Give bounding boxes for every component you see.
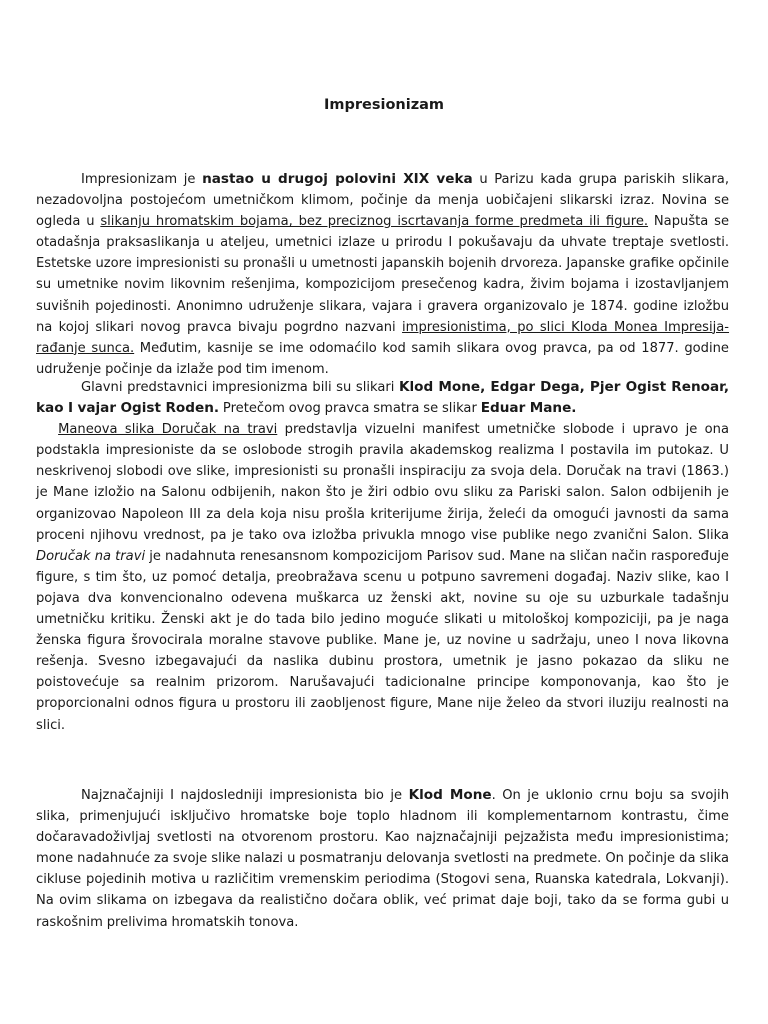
text-run: predstavlja vizuelni manifest umetničke slobode i upravo je ona podstakla impresioniste da se oslobode strogih pravila akademskog realizma I postavila im putokaz. U neskrivenoj slobodi ove slike, impresionisti su pronašli inspiraciju za svoja dela. Doručak na travi (1863.) je Mane izložio na Salonu odbijenih, nakon što je žiri odbio ovu sliku za Pariski salon. Salon odbijenih je organizovao Napoleon III za dela koja nisu prošla kriterijume žirija, želeći da omogući javnosti da sama proceni njihovu vrednost, pa je tako ova izložba privukla mnogo vise publike nego zvanični Salon. Slika (36, 422, 729, 543)
italic-text: Doručak na travi (36, 548, 146, 564)
text-run: Impresionizam je (81, 172, 203, 187)
bold-text: nastao u drugoj polovini XIX veka (202, 171, 473, 187)
bold-text: Klod Mone (408, 787, 492, 803)
text-run: Pretečom ovog pravca smatra se slikar (219, 401, 481, 417)
bold-text: Eduar Mane. (480, 400, 577, 417)
text-run: u Parizu kada grupa pariskih slikara, nezadovoljna postojećom umetničkom klimom, počinje da menja uobičajeni slikarski izraz. Novina se ogleda u (36, 172, 729, 230)
text-run: Napušta se otadašnja praksaslikanja u ateljeu, umetnici izlaze u prirodu I pokušavaju da uhvate treptaje svetlosti. Estetske uzore impresionisti su pronašli u umetnosti japanskih bojenih drvoreza. Japanske grafike opčinile su umetnike novim likovnim rešenjima, kompozicijom presečenog kadra, živim bojama i izostavljanjem suvišnih pojedinosti. Anonimno udruženje slikara, vajara i gravera organizovalo je 1874. godine izložbu na kojoj slikari novog pravca bivaju pogrdno nazvani (36, 214, 730, 335)
paragraph-representatives (36, 377, 729, 736)
bold-text: Klod Mone, Edgar Dega, Pjer Ogist Renoar, kao I vajar Ogist Roden. (36, 379, 730, 417)
paragraph-monet (36, 785, 729, 933)
underlined-text: slikanju hromatskim bojama, bez preciznog iscrtavanja forme predmeta ili figure. (100, 214, 649, 230)
underlined-text: Maneova slika Doručak na travi (58, 422, 278, 438)
underlined-text: impresionistima, po slici Kloda Monea Impresija- rađanje sunca. (36, 319, 730, 356)
text-run: Najznačajniji I najdosledniji impresionista bio je (81, 788, 409, 803)
paragraph-intro (36, 169, 729, 380)
text-run: Međutim, kasnije se ime odomaćilo kod samih slikara ovog pravca, pa od 1877. godine udruženje počinje da izlaže pod tim imenom. (36, 340, 729, 377)
text-run: je nadahnuta renesansnom kompozicijom Parisov sud. Mane na sličan način raspoređuje figure, s tim što, uz pomoć detalja, preobražava scenu u potpuno savremeni događaj. Naziv slike, kao I pojava dva konvencionalno odevena muškarca uz ženski akt, novine su oje su uzburkale tadašnju umetničku kritiku. Ženski akt je do tada bilo jedino moguće slikati u mitološkoj kompoziciji, pa je naga ženska figura šrovocirala moralne stavove publike. Mane je, uz novine u sadržaju, uneo I nova likovna rešenja. Svesno izbegavajući da naslika dubinu prostora, umetnik je jasno pokazao da sliku ne poistovećuje sa realnim prizorom. Narušavajući tadicionalne principe komponovanja, kao što je proporcionalni odnos figura u prostoru ili zaobljenost figure, Mane nije želeo da stvori iluziju realnosti na slici. (36, 548, 729, 733)
document-title: Impresionizam (323, 97, 445, 113)
text-run: . On je uklonio crnu boju sa svojih slika, primenjujući isključivo hromatske boje toplo hladnom ili komplementarnom kontrastu, čime dočaravadoživljaj svetlosti na otvorenom prostoru. Kao najznačajniji pejzažista među impresionistima; mone nadahnuće za svoje slike nalazi u posmatranju delovanja svetlosti na predmete. On počinje da slika cikluse pojedinih motiva u različitim vremenskim periodima (Stogovi sena, Ruanska katedrala, Lokvanji). Na ovim slikama on izbegava da realistično dočara oblik, već primat daje boji, tako da se forma gubi u raskošnim prelivima hromatskih tonova. (36, 788, 729, 930)
text-run: Glavni predstavnici impresionizma bili su slikari (81, 380, 399, 395)
